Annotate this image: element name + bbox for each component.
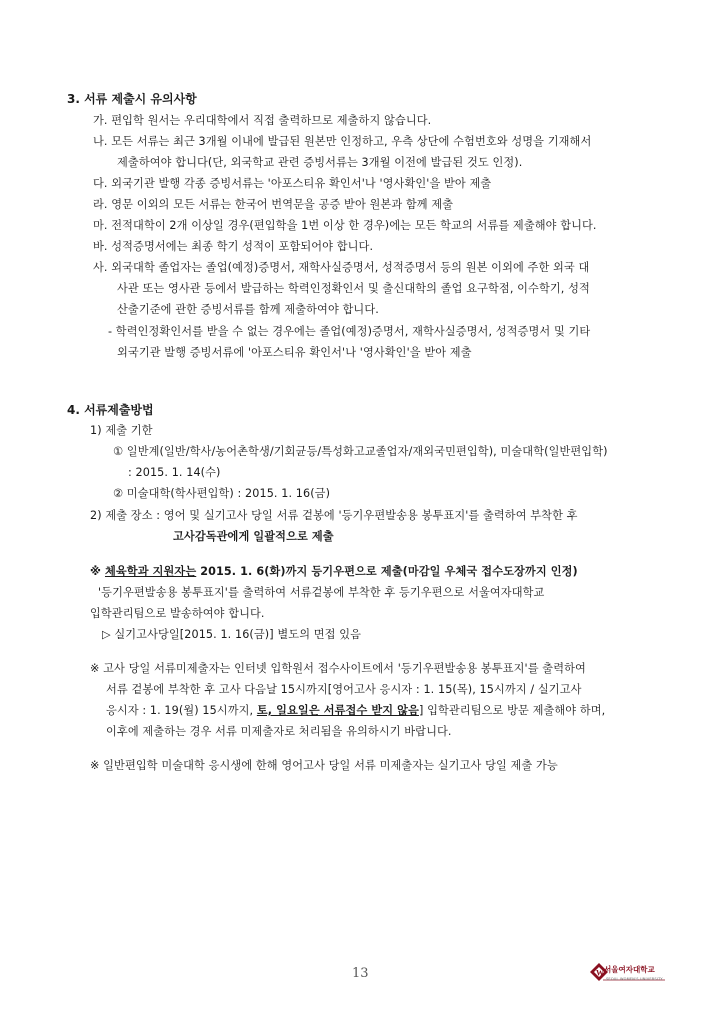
deadline-item: ② 미술대학(학사편입학) : 2015. 1. 16(금) <box>113 487 331 500</box>
list-item: 사. 외국대학 졸업자는 졸업(예정)증명서, 재학사실증명서, 성적증명서 등의 원본 이외에 주한 외국 대 <box>93 261 590 274</box>
note-pe-applicants <box>90 563 578 579</box>
section-3-title: 3. 서류 제출시 유의사항 <box>67 92 197 106</box>
list-item: 나. 모든 서류는 최근 3개월 이내에 발급된 원본만 인정하고, 우측 상단에 수험번호와 성명을 기재해서 <box>93 135 592 148</box>
list-item: 산출기준에 관한 증빙서류를 함께 제출하여야 합니다. <box>117 303 379 316</box>
note-text: 이후에 제출하는 경우 서류 미제출자로 처리됨을 유의하시기 바랍니다. <box>106 725 452 738</box>
note-text: 입학관리팀으로 발송하여야 합니다. <box>90 607 265 620</box>
note-text: ▷ 실기고사당일[2015. 1. 16(금)] 별도의 면접 있음 <box>102 628 362 641</box>
submission-place-detail: 고사감독관에게 일괄적으로 제출 <box>173 530 334 543</box>
list-item: 사관 또는 영사관 등에서 발급하는 학력인정확인서 및 출신대학의 졸업 요구학점, 이수학기, 성적 <box>117 282 590 295</box>
section-4-title: 4. 서류제출방법 <box>67 403 154 417</box>
note-text: ※ 고사 당일 서류미제출자는 인터넷 입학원서 접수사이트에서 '등기우편발송용 봉투표지'를 출력하여 <box>90 662 586 675</box>
note-text: 2015. 1. 6(화)까지 등기우편으로 제출(마감일 우체국 접수도장까지 인정) <box>196 565 578 578</box>
list-item: 바. 성적증명서에는 최종 학기 성적이 포함되어야 합니다. <box>93 240 374 253</box>
note-mark: ※ <box>90 565 101 578</box>
list-item: 외국기관 발행 증빙서류에 '아포스티유 확인서'나 '영사확인'을 받아 제출 <box>117 346 472 359</box>
note-text: '등기우편발송용 봉투표지'를 출력하여 서류겉봉에 부착한 후 등기우편으로 서울여자대학교 <box>98 586 545 599</box>
list-item: - 학력인정확인서를 받을 수 없는 경우에는 졸업(예정)증명서, 재학사실증명서, 성적증명서 및 기타 <box>108 325 591 338</box>
note-emphasis: 체육학과 지원자는 <box>104 565 197 578</box>
note-text-part: 응시자 : 1. 19(월) 15시까지, <box>106 704 257 717</box>
note-text: ※ 일반편입학 미술대학 응시생에 한해 영어고사 당일 서류 미제출자는 실기고사 당일 제출 가능 <box>90 759 558 772</box>
note-text: 서류 겉봉에 부착한 후 고사 다음날 15시까지[영어고사 응시자 : 1. 15(목), 15시까지 / 실기고사 <box>106 683 582 696</box>
svg-text:W: W <box>596 968 604 978</box>
list-item: 다. 외국기관 발행 각종 증빙서류는 '아포스티유 확인서'나 '영사확인'을 받아 제출 <box>93 177 492 190</box>
list-item: 라. 영문 이외의 모든 서류는 한국어 번역문을 공증 받아 원본과 함께 제출 <box>93 198 454 211</box>
note-text <box>106 702 605 718</box>
list-item: 제출하여야 합니다(단, 외국학교 관련 증빙서류는 3개월 이전에 발급된 것도 인정). <box>117 156 523 169</box>
deadline-item: ① 일반계(일반/학사/농어촌학생/기회균등/특성화고교졸업자/재외국민편입학), 미술대학(일반편입학) <box>113 445 608 458</box>
list-item: 마. 전적대학이 2개 이상일 경우(편입학을 1번 이상 한 경우)에는 모든 학교의 서류를 제출해야 합니다. <box>93 219 597 232</box>
university-logo-name: 서울여자대학교 <box>604 965 655 974</box>
submission-place: 2) 제출 장소 : 영어 및 실기고사 당일 서류 겉봉에 '등기우편발송용 봉투표지'를 출력하여 부착한 후 <box>90 509 578 522</box>
deadline-date: : 2015. 1. 14(수) <box>128 466 221 479</box>
university-logo-subtitle: SEOUL WOMEN'S UNIVERSITY <box>606 977 663 981</box>
note-emphasis: 토, 일요일은 서류접수 받지 않음 <box>256 704 419 717</box>
list-item: 가. 편입학 원서는 우리대학에서 직접 출력하므로 제출하지 않습니다. <box>93 114 432 127</box>
deadline-label: 1) 제출 기한 <box>90 424 153 437</box>
note-text-part: ] 입학관리팀으로 방문 제출해야 하며, <box>418 704 606 717</box>
page-number: 13 <box>352 966 369 981</box>
